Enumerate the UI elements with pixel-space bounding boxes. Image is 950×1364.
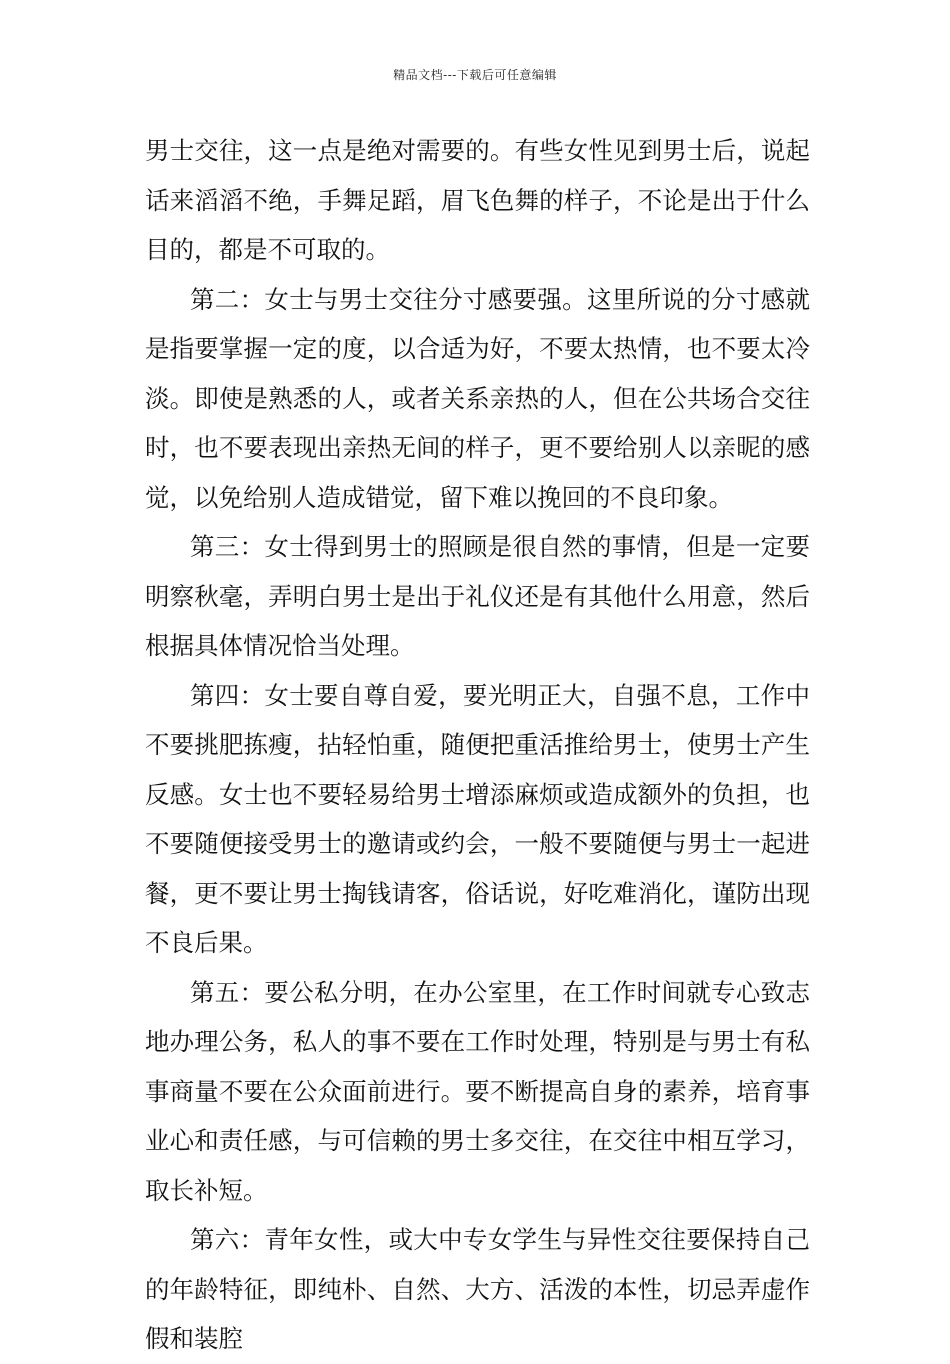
paragraph-point-4: 第四：女士要自尊自爱，要光明正大，自强不息，工作中不要挑肥拣瘦，拈轻怕重，随便把重活推给男士，使男士产生反感。女士也不要轻易给男士增添麻烦或造成额外的负担，也不要随便接受男士的邀请或约会，一般不要随便与男士一起进餐，更不要让男士掏钱请客，俗话说，好吃难消化，谨防出现不良后果。	[145, 680, 810, 957]
paragraph-point-3: 第三：女士得到男士的照顾是很自然的事情，但是一定要明察秋毫，弄明白男士是出于礼仪还是有其他什么用意，然后根据具体情况恰当处理。	[145, 532, 810, 660]
page-header: 精品文档---下载后可任意编辑	[393, 68, 557, 82]
document-body	[145, 126, 810, 1364]
paragraph-point-6: 第六：青年女性，或大中专女学生与异性交往要保持自己的年龄特征，即纯朴、自然、大方、活泼的本性，切忌弄虚作假和装腔	[145, 1225, 810, 1353]
paragraph-point-5: 第五：要公私分明，在办公室里，在工作时间就专心致志地办理公务，私人的事不要在工作时处理，特别是与男士有私事商量不要在公众面前进行。要不断提高自身的素养，培育事业心和责任感，与可信赖的男士多交往，在交往中相互学习，取长补短。	[145, 977, 810, 1205]
paragraph-point-2: 第二：女士与男士交往分寸感要强。这里所说的分寸感就是指要掌握一定的度，以合适为好，不要太热情，也不要太冷淡。即使是熟悉的人，或者关系亲热的人，但在公共场合交往时，也不要表现出亲热无间的样子，更不要给别人以亲昵的感觉，以免给别人造成错觉，留下难以挽回的不良印象。	[145, 284, 810, 512]
paragraph-continuation: 男士交往，这一点是绝对需要的。有些女性见到男士后，说起话来滔滔不绝，手舞足蹈，眉飞色舞的样子，不论是出于什么目的，都是不可取的。	[145, 136, 810, 264]
